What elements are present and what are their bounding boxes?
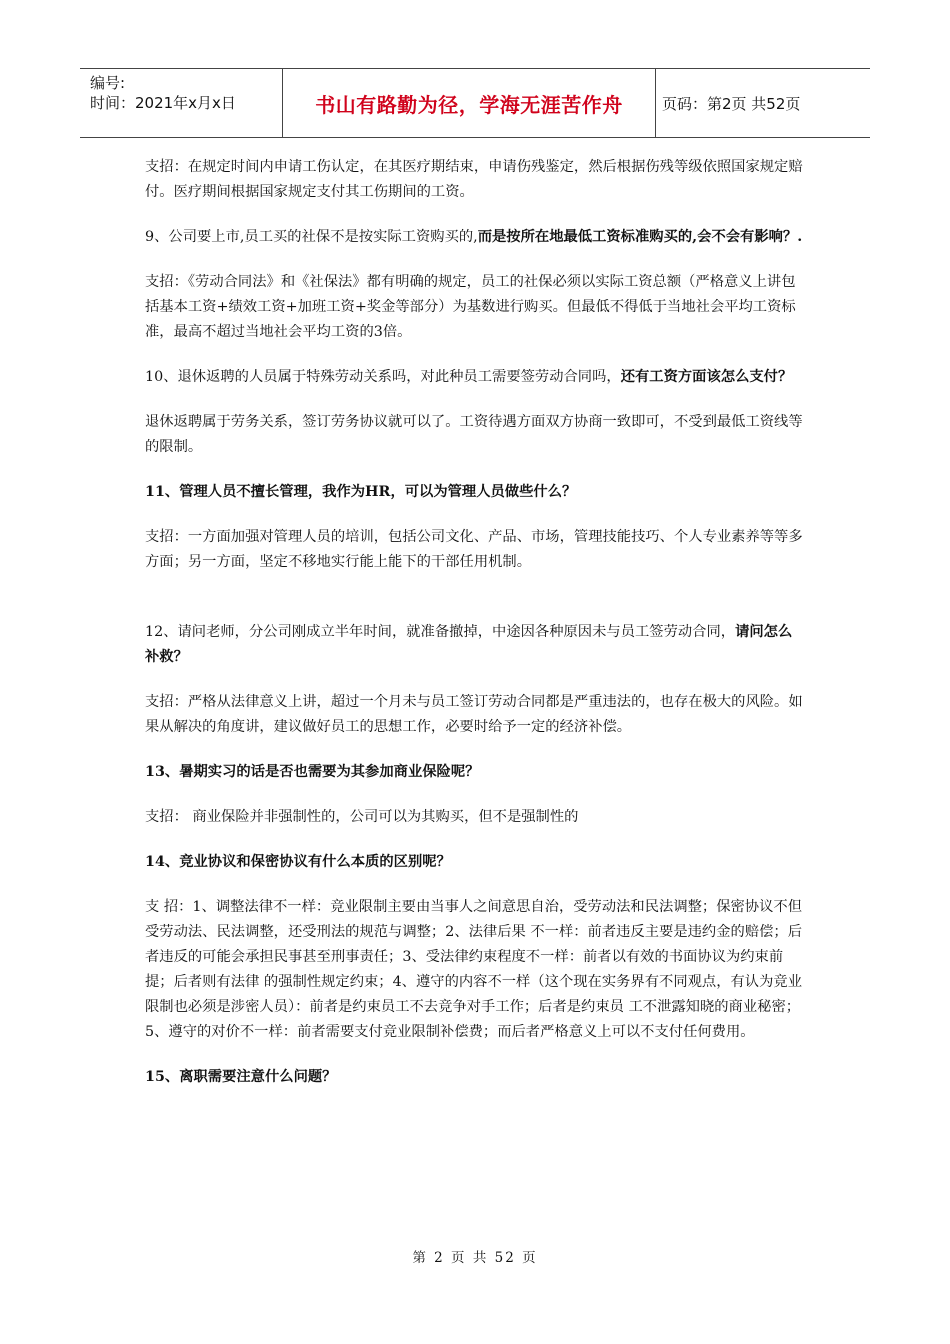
- answer-paragraph: 退休返聘属于劳务关系，签订劳务协议就可以了。工资待遇方面双方协商一致即可，不受到最低工资线等的限制。: [145, 414, 803, 455]
- answer-paragraph: 支招：一方面加强对管理人员的培训，包括公司文化、产品、市场，管理技能技巧、个人专业素养等等多方面；另一方面，坚定不移地实行能上能下的干部任用机制。: [145, 529, 803, 570]
- question-10: [145, 365, 805, 390]
- answer-paragraph: 支招：在规定时间内申请工伤认定，在其医疗期结束，申请伤残鉴定，然后根据伤残等级依照国家规定赔付。医疗期间根据国家规定支付其工伤期间的工资。: [145, 159, 803, 200]
- header-page-label: 页码：第2页 共52页: [662, 94, 801, 113]
- question-text: 12、请问老师，分公司刚成立半年时间，就准备撤掉，中途因各种原因未与员工签劳动合同，: [145, 624, 736, 640]
- question-text: 10、退休返聘的人员属于特殊劳动关系吗，对此种员工需要签劳动合同吗，: [145, 369, 621, 385]
- answer-paragraph: 支招：《劳动合同法》和《社保法》都有明确的规定，员工的社保必须以实际工资总额（严格意义上讲包括基本工资+绩效工资+加班工资+奖金等部分）为基数进行购买。但最低不得低于当地社会平均工资标准，最高不超过当地社会平均工资的3倍。: [145, 274, 796, 340]
- answer-paragraph: 支 招：1、调整法律不一样：竞业限制主要由当事人之间意思自治，受劳动法和民法调整；保密协议不但受劳动法、民法调整，还受刑法的规范与调整；2、法律后果 不一样：前者违反主要是违约金的赔偿；后者违反的可能会承担民事甚至刑事责任；3、受法律约束程度不一样：前者以有效的书面协议为约束前提；后者则有法律 的强制性规定约束；4、遵守的内容不一样（这个现在实务界有不同观点，有认为竞业限制也必须是涉密人员）：前者是约束员工不去竞争对手工作；后者是约束员 工不泄露知晓的商业秘密；5、遵守的对价不一样：前者需要支付竞业限制补偿费；而后者严格意义上可以不支付任何费用。: [145, 899, 802, 1040]
- page-header: [80, 68, 870, 138]
- header-motto: 书山有路勤为径，学海无涯苦作舟: [315, 92, 623, 117]
- question-11: 11、管理人员不擅长管理，我作为HR，可以为管理人员做些什么？: [145, 484, 577, 500]
- header-motto-cell: [283, 69, 656, 137]
- question-13: 13、暑期实习的话是否也需要为其参加商业保险呢？: [145, 764, 480, 780]
- header-meta: [80, 69, 283, 137]
- page-footer: 第 2 页 共 52 页: [412, 1250, 538, 1266]
- question-text-bold: 而是按所在地最低工资标准购买的,会不会有影响？.: [477, 229, 803, 245]
- question-text-bold: 请问怎么补救？: [145, 624, 793, 665]
- document-body: [145, 155, 805, 1090]
- question-text-bold: 还有工资方面该怎么支付？: [620, 369, 793, 385]
- answer-paragraph: 支招： 商业保险并非强制性的，公司可以为其购买，但不是强制性的: [145, 809, 579, 825]
- question-9: [145, 225, 805, 250]
- answer-paragraph: 支招：严格从法律意义上讲，超过一个月未与员工签订劳动合同都是严重违法的，也存在极大的风险。如果从解决的角度讲，建议做好员工的思想工作，必要时给予一定的经济补偿。: [145, 694, 803, 735]
- question-14: 14、竞业协议和保密协议有什么本质的区别呢？: [145, 854, 451, 870]
- document-time-label: 时间：2021年x月x日: [90, 94, 236, 112]
- question-text: 9、公司要上市,员工买的社保不是按实际工资购买的,: [145, 229, 478, 245]
- header-page-cell: [656, 69, 870, 137]
- document-number-label: 编号:: [90, 74, 126, 92]
- question-12: [145, 620, 805, 670]
- question-15: 15、离职需要注意什么问题？: [145, 1069, 337, 1085]
